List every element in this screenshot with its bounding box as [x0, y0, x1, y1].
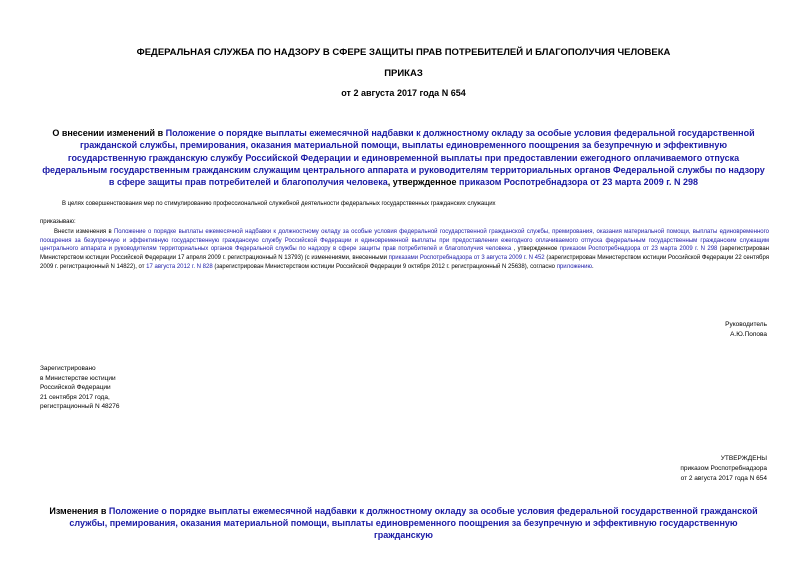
approval-line: УТВЕРЖДЕНЫ [720, 455, 767, 462]
changes-heading [40, 505, 767, 541]
body-text-6: . [591, 263, 594, 270]
agency-heading: ФЕДЕРАЛЬНАЯ СЛУЖБА ПО НАДЗОРУ В СФЕРЕ ЗАЩИТЫ ПРАВ ПОТРЕБИТЕЛЕЙ И БЛАГОПОЛУЧИЯ ЧЕЛОВЕКА [136, 47, 671, 58]
signature-block [725, 320, 767, 339]
document-type: ПРИКАЗ [384, 68, 423, 79]
body-order-298-link[interactable]: приказом Роспотребнадзора от 23 марта 2009 г. N 298 [559, 246, 718, 253]
registration-line: Российской Федерации [40, 384, 111, 391]
registration-line: 21 сентября 2017 года, [40, 393, 110, 401]
body-text-3: (зарегистрирован Министерством юстиции Российской Федерации 17 апреля 2009 г. регистрационный N 13793) (с изменениями, внесенными [40, 246, 769, 262]
body-orders-452-link[interactable]: приказами Роспотребнадзора от 3 августа 2009 г. N 452 [388, 255, 545, 262]
body-text-2: , утвержденное [511, 246, 560, 253]
title-prefix: О внесении изменений в [52, 128, 166, 138]
approval-line: приказом Роспотребнадзора [680, 465, 767, 472]
body-text-1: Внести изменения в [54, 229, 114, 235]
registration-block [40, 364, 120, 412]
document-date: от 2 августа 2017 года N 654 [341, 88, 466, 98]
orders-word: приказываю: [40, 219, 76, 225]
body-appendix-link[interactable]: приложению [556, 263, 592, 270]
signature-role: Руководитель [725, 321, 767, 328]
document-title [40, 127, 767, 188]
body-text-4: (зарегистрирован Министерством юстиции Российской Федерации 22 сентября 2009 г. регистрационный N 14822), от [40, 255, 769, 270]
registration-line: регистрационный N 48276 [40, 403, 120, 410]
signature-name: А.Ю.Попова [730, 330, 767, 338]
approval-line: от 2 августа 2017 года N 654 [680, 475, 767, 482]
body-order-828-link[interactable]: 17 августа 2012 г. N 828 [146, 263, 213, 270]
title-order-link[interactable]: приказом Роспотребнадзора от 23 марта 2009 г. N 298 [459, 177, 699, 188]
main-paragraph [40, 228, 769, 272]
title-middle: , утвержденное [387, 177, 460, 188]
title-regulation-link[interactable]: Положение о порядке выплаты ежемесячной надбавки к должностному окладу за особые условия федеральной государственной гражданской службы, премирования, оказания материальной помощи, выплаты единовременного поощрения за безупречную и эффективную государственную гражданскую службу Российской Федерации и единовременной выплаты при предоставлении ежегодного оплачиваемого отпуска федеральным государственным гражданским служащим центрального аппарата и руководителям территориальных органов Федеральной службы по надзору в сфере защиты прав потребителей и благополучия человека [42, 128, 765, 188]
body-regulation-link[interactable]: Положение о порядке выплаты ежемесячной надбавки к должностному окладу за особые условия федеральной государственной гражданской службы, премирования, оказания материальной помощи, выплаты единовременного поощрения за безупречную и эффективную государственную гражданскую службу Российской Федерации и единовременной выплаты при предоставлении ежегодного оплачиваемого отпуска федеральным государственным гражданским служащим центрального аппарата и руководителям территориальных органов Федеральной службы по надзору в сфере защиты прав потребителей и благополучия человека [40, 229, 769, 253]
registration-line: Зарегистрировано [40, 365, 96, 372]
body-text-5: (зарегистрирован Министерством юстиции Российской Федерации 9 октября 2012 г. регистрационный N 25638), согласно [212, 263, 557, 270]
registration-line: в Министерстве юстиции [40, 374, 116, 382]
approval-block [680, 454, 767, 484]
changes-regulation-link[interactable]: Положение о порядке выплаты ежемесячной надбавки к должностному окладу за особые условия федеральной государственной гражданской службы, премирования, оказания материальной помощи, выплаты единовременного поощрения за безупречную и эффективную государственную гражданскую [69, 506, 758, 540]
intro-paragraph: В целях совершенствования мер по стимулированию профессиональной служебной деятельности федеральных государственных гражданских служащих [62, 201, 496, 207]
changes-prefix: Изменения в [49, 506, 109, 516]
